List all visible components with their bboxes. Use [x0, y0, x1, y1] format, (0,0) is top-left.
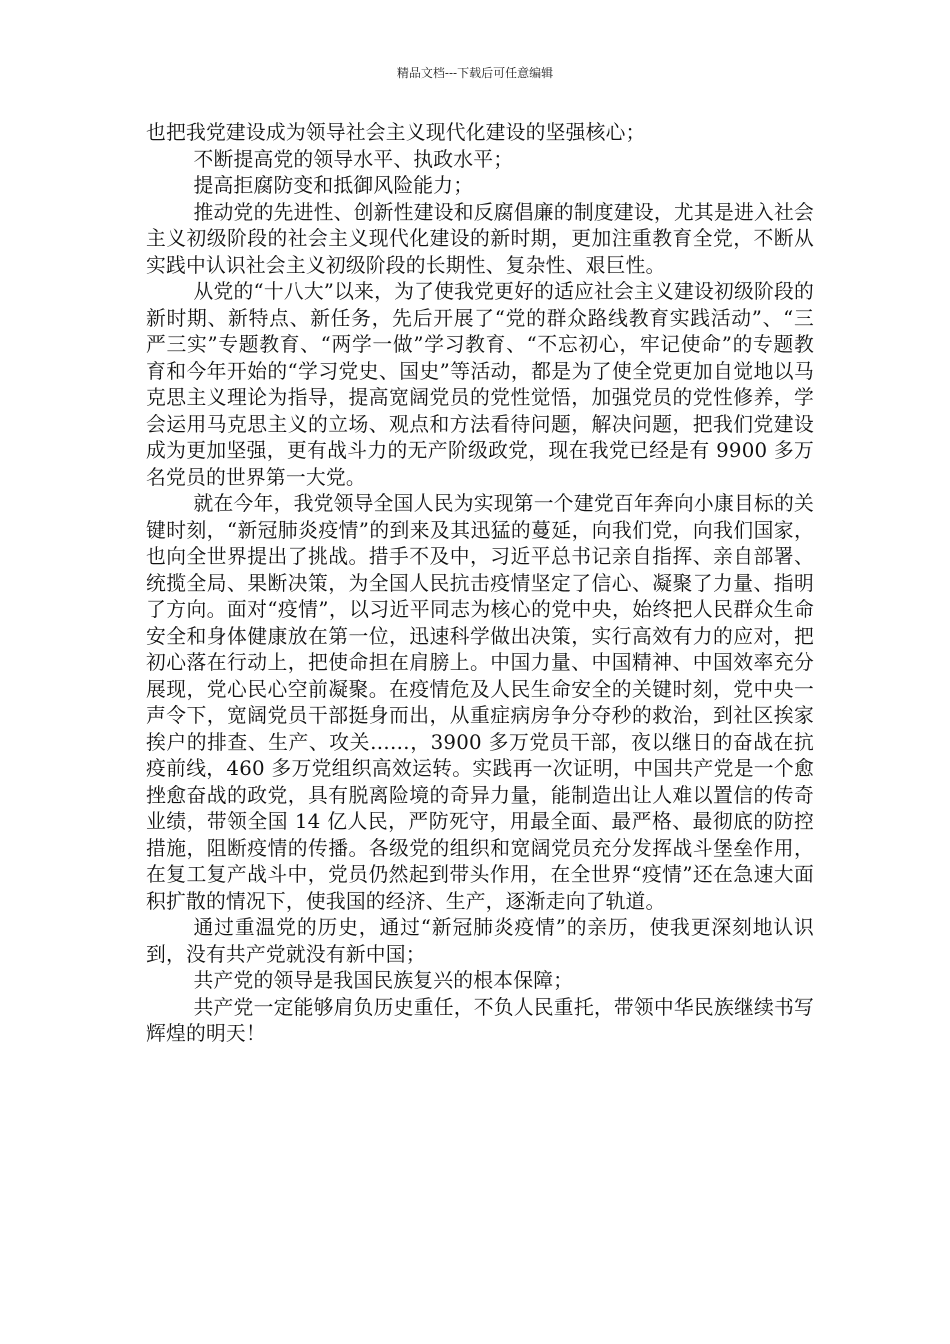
paragraph: 也把我党建设成为领导社会主义现代化建设的坚强核心； — [146, 121, 646, 144]
paragraph: 就在今年，我党领导全国人民为实现第一个建党百年奔向小康目标的关键时刻，“新冠肺炎疫情”的到来及其迅猛的蔓延，向我们党，向我们国家，也向全世界提出了挑战。措手不及中，习近平总书记亲自指挥、亲自部署、统揽全局、果断决策，为全国人民抗击疫情坚定了信心、凝聚了力量、指明了方向。面对“疫情”，以习近平同志为核心的党中央，始终把人民群众生命安全和身体健康放在第一位，迅速科学做出决策，实行高效有力的应对，把初心落在行动上，把使命担在肩膀上。中国力量、中国精神、中国效率充分展现，党心民心空前凝聚。在疫情危及人民生命安全的关键时刻，党中央一声令下，宽阔党员干部挺身而出，从重症病房争分夺秒的救治，到社区挨家挨户的排查、生产、攻关……，3900 多万党员干部，夜以继日的奋战在抗疫前线，460 多万党组织高效运转。实践再一次证明，中国共产党是一个愈挫愈奋战的政党，具有脱离险境的奇异力量，能制造出让人难以置信的传奇业绩，带领全国 14 亿人民，严防死守，用最全面、最严格、最彻底的防控措施，阻断疫情的传播。各级党的组织和宽阔党员充分发挥战斗堡垒作用，在复工复产战斗中，党员仍然起到带头作用，在全世界“疫情”还在急速大面积扩散的情况下，使我国的经济、生产，逐渐走向了轨道。 — [146, 492, 814, 913]
paragraph: 提高拒腐防变和抵御风险能力； — [193, 174, 474, 197]
paragraph: 共产党的领导是我国民族复兴的根本保障； — [193, 969, 574, 992]
paragraph: 共产党一定能够肩负历史重任，不负人民重托，带领中华民族继续书写辉煌的明天！ — [146, 995, 814, 1045]
paragraph: 不断提高党的领导水平、执政水平； — [193, 147, 514, 171]
paragraph: 通过重温党的历史，通过“新冠肺炎疫情”的亲历，使我更深刻地认识到，没有共产党就没有新中国； — [146, 916, 814, 966]
running-header: 精品文档---下载后可任意编辑 — [396, 66, 554, 80]
paragraph: 推动党的先进性、创新性建设和反腐倡廉的制度建设，尤其是进入社会主义初级阶段的社会主义现代化建设的新时期，更加注重教育全党，不断从实践中认识社会主义初级阶段的长期性、复杂性、艰巨性。 — [146, 200, 814, 277]
paragraph: 从党的“十八大”以来，为了使我党更好的适应社会主义建设初级阶段的新时期、新特点、新任务，先后开展了“党的群众路线教育实践活动”、“三严三实”专题教育、“两学一做”学习教育、“不忘初心，牢记使命”的专题教育和今年开始的“学习党史、国史”等活动，都是为了使全党更加自觉地以马克思主义理论为指导，提高宽阔党员的党性觉悟，加强党员的党性修养，学会运用马克思主义的立场、观点和方法看待问题，解决问题，把我们党建设成为更加坚强，更有战斗力的无产阶级政党，现在我党已经是有 9900 多万名党员的世界第一大党。 — [146, 280, 814, 489]
body-text — [146, 120, 814, 1048]
